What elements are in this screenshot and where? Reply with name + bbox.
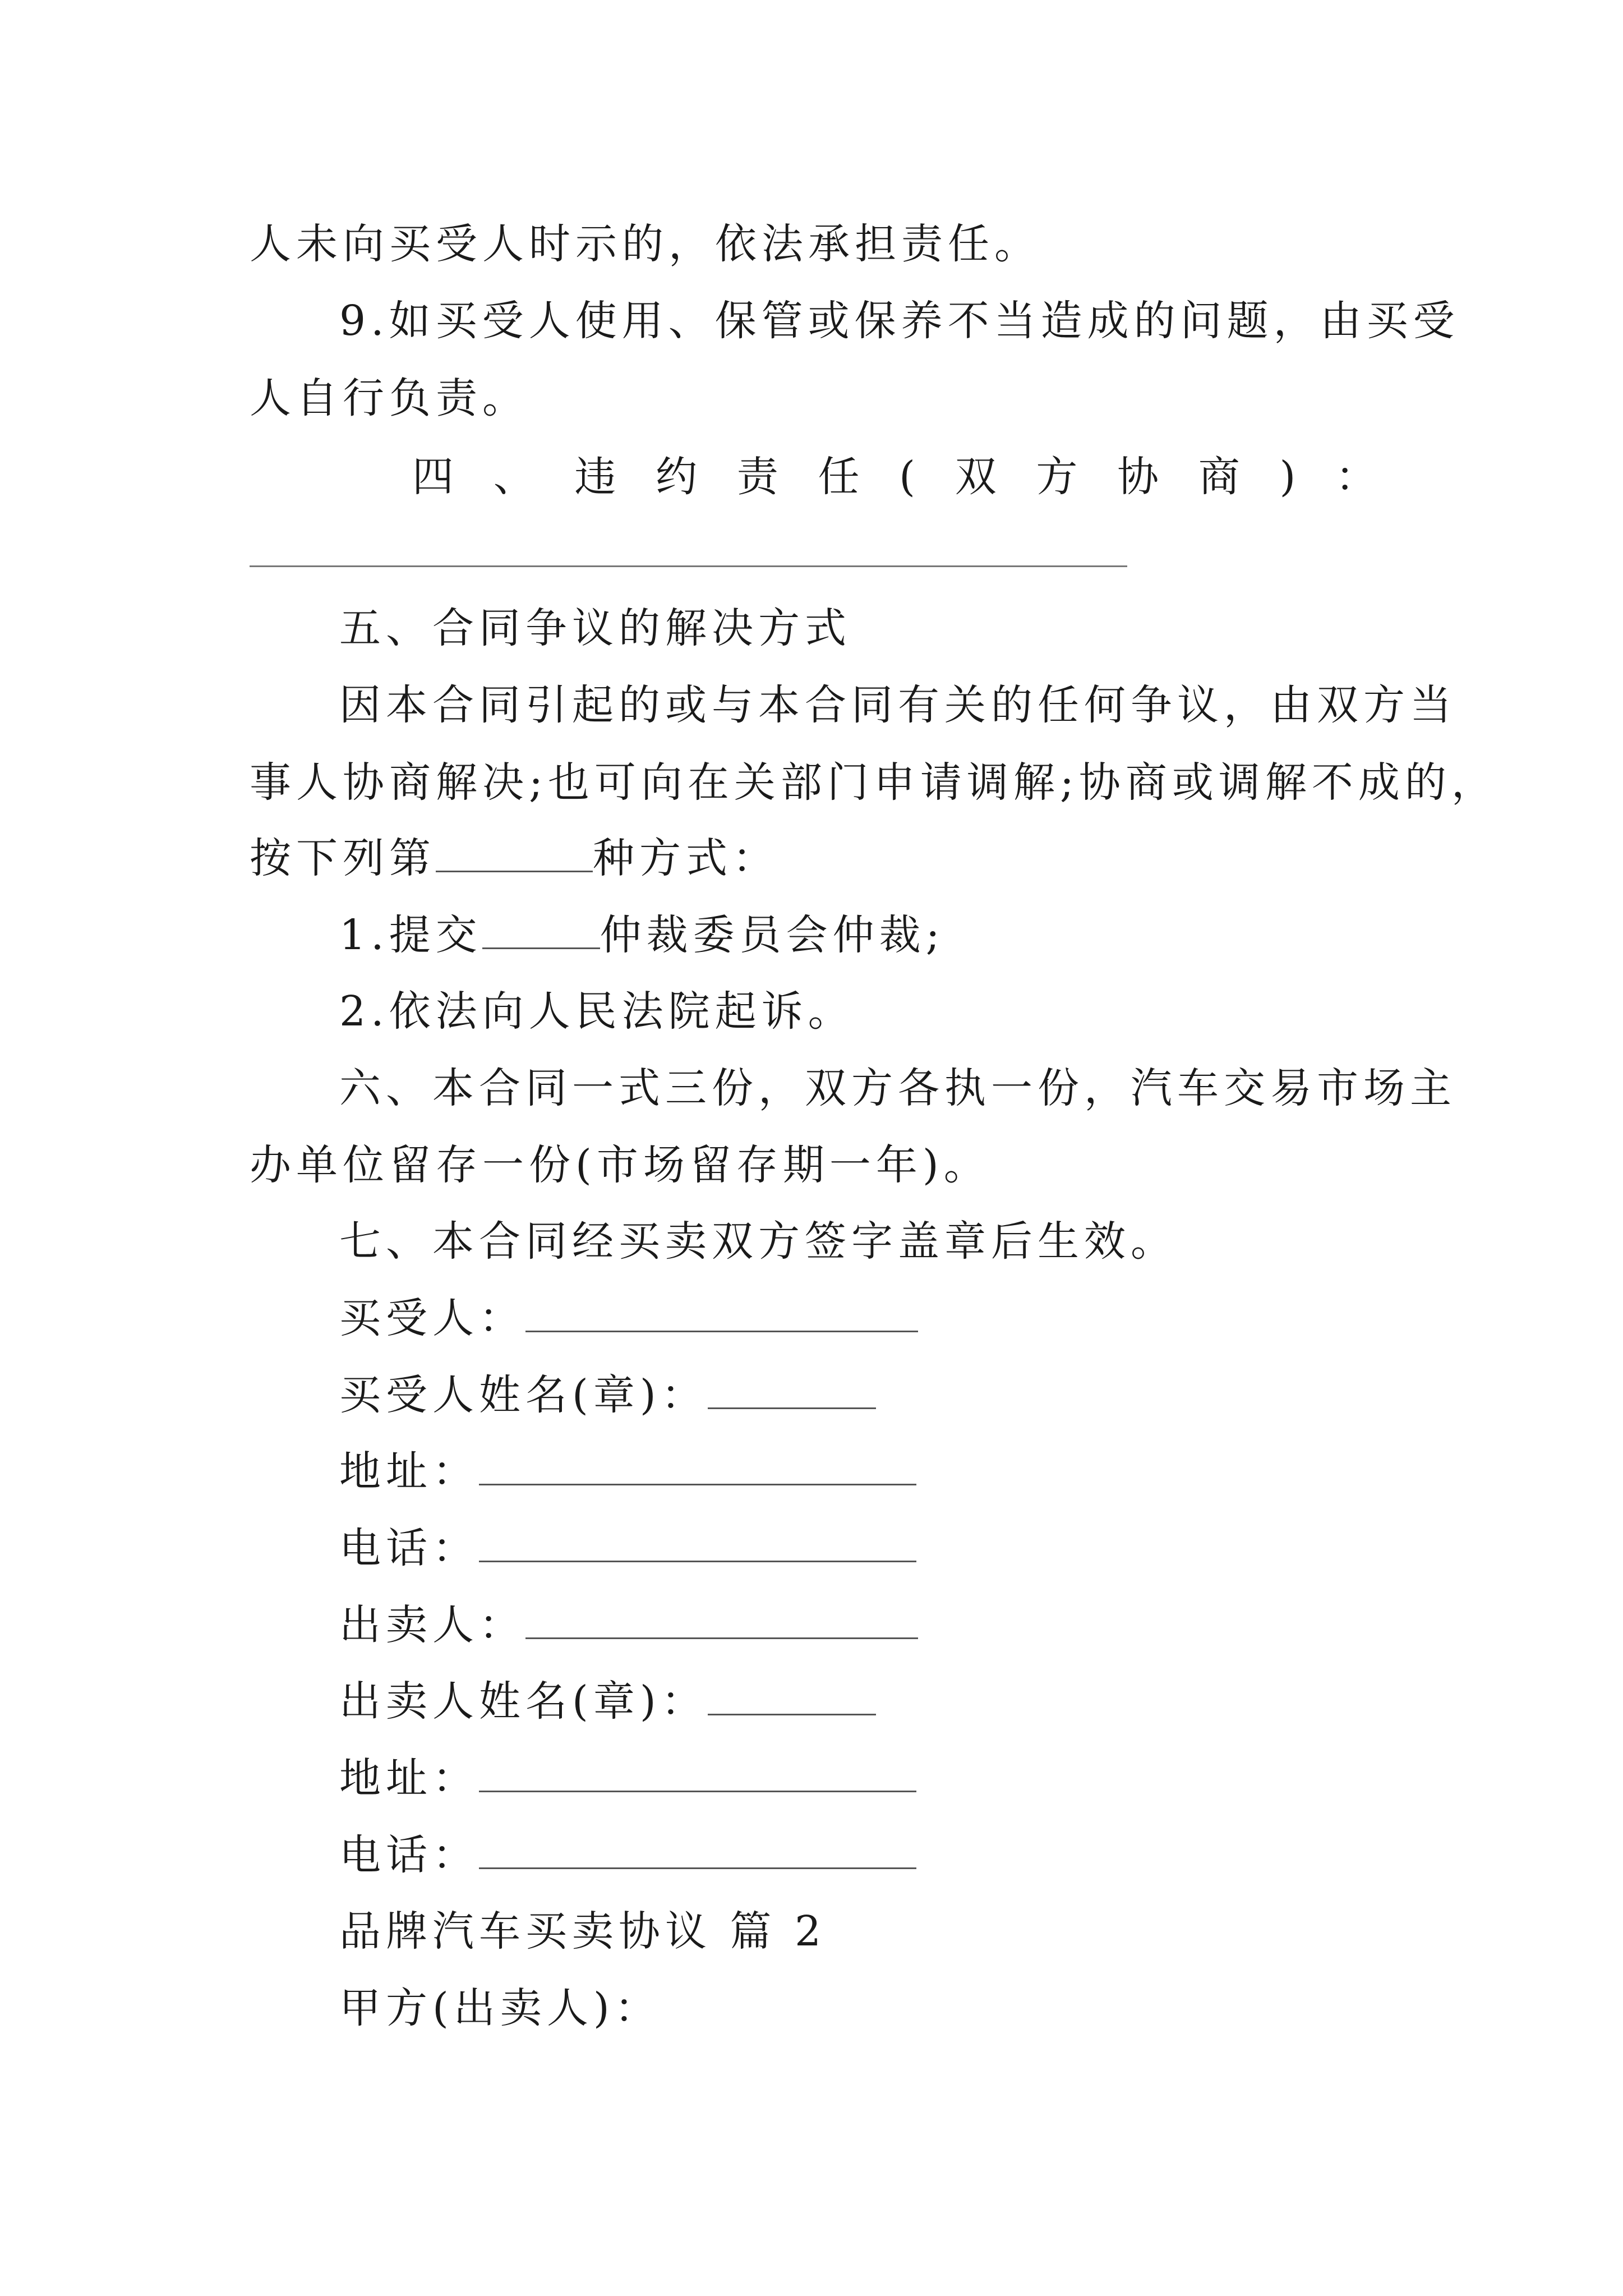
seller-name-field — [339, 1673, 876, 1729]
buyer-phone-field — [339, 1520, 916, 1576]
text-fragment: 1.提交 — [339, 911, 482, 959]
heading-char: 责 — [736, 453, 778, 501]
buyer-name-field — [339, 1367, 876, 1423]
seller-phone-field — [339, 1827, 916, 1883]
paragraph-line: 办单位留存一份(市场留存期一年)。 — [250, 1141, 990, 1189]
paragraph-line: 人自行负责。 — [250, 374, 529, 422]
blank-field — [708, 1370, 876, 1409]
buyer-address-field — [339, 1443, 916, 1499]
seller-address-field — [339, 1750, 916, 1806]
section-title: 品牌汽车买卖协议 篇 2 — [339, 1907, 827, 1955]
field-label: 电话： — [339, 1524, 479, 1572]
section-5-heading: 五、合同争议的解决方式 — [339, 604, 851, 652]
heading-char: 任 — [818, 453, 860, 501]
blank-field — [708, 1677, 876, 1715]
field-label: 买受人： — [339, 1294, 525, 1342]
blank-field — [479, 1830, 916, 1869]
field-label: 电话： — [339, 1831, 479, 1879]
heading-char: 双 — [955, 453, 997, 501]
clause-9: 9.如买受人使用、保管或保养不当造成的问题，由买受 — [339, 297, 1460, 345]
section-4-heading — [250, 449, 1377, 505]
blank-field — [525, 1600, 918, 1639]
heading-char: 、 — [493, 453, 535, 501]
paragraph-line — [250, 830, 779, 886]
heading-char: 四 — [412, 453, 454, 501]
heading-char: 方 — [1036, 453, 1078, 501]
field-label: 地址： — [339, 1447, 479, 1496]
paragraph-line: 因本合同引起的或与本合同有关的任何争议，由双方当 — [339, 681, 1456, 729]
heading-char: 约 — [656, 453, 698, 501]
field-label: 地址： — [339, 1754, 479, 1802]
paragraph-line: 人未向买受人时示的，依法承担责任。 — [250, 220, 1041, 268]
paragraph-line: 事人协商解决;也可向在关部门申请调解;协商或调解不成的， — [250, 758, 1498, 807]
field-label: 买受人姓名(章)： — [339, 1371, 708, 1419]
blank-field — [525, 1294, 918, 1332]
heading-char: 协 — [1117, 453, 1159, 501]
section-6: 六、本合同一式三份，双方各执一份，汽车交易市场主 — [339, 1064, 1456, 1112]
blank-field — [436, 834, 593, 872]
heading-char: 商 — [1198, 453, 1240, 501]
party-a-label: 甲方(出卖人)： — [339, 1984, 661, 2032]
buyer-field — [339, 1290, 918, 1346]
heading-char: ( — [899, 453, 915, 501]
option-2: 2.依法向人民法院起诉。 — [339, 987, 855, 1036]
fill-in-line — [250, 565, 1127, 567]
heading-char: ： — [1335, 453, 1377, 501]
text-fragment: 按下列第 — [250, 834, 436, 882]
blank-field — [482, 910, 600, 949]
text-fragment: 仲裁委员会仲裁; — [600, 911, 945, 959]
field-label: 出卖人： — [339, 1601, 525, 1649]
blank-field — [479, 1524, 916, 1562]
seller-field — [339, 1597, 918, 1653]
blank-field — [479, 1754, 916, 1792]
blank-field — [479, 1447, 916, 1485]
option-1 — [339, 907, 945, 963]
heading-char: ) — [1279, 453, 1296, 501]
field-label: 出卖人姓名(章)： — [339, 1677, 708, 1726]
section-7: 七、本合同经买卖双方签字盖章后生效。 — [339, 1217, 1177, 1266]
text-fragment: 种方式： — [593, 834, 779, 882]
heading-char: 违 — [574, 453, 616, 501]
